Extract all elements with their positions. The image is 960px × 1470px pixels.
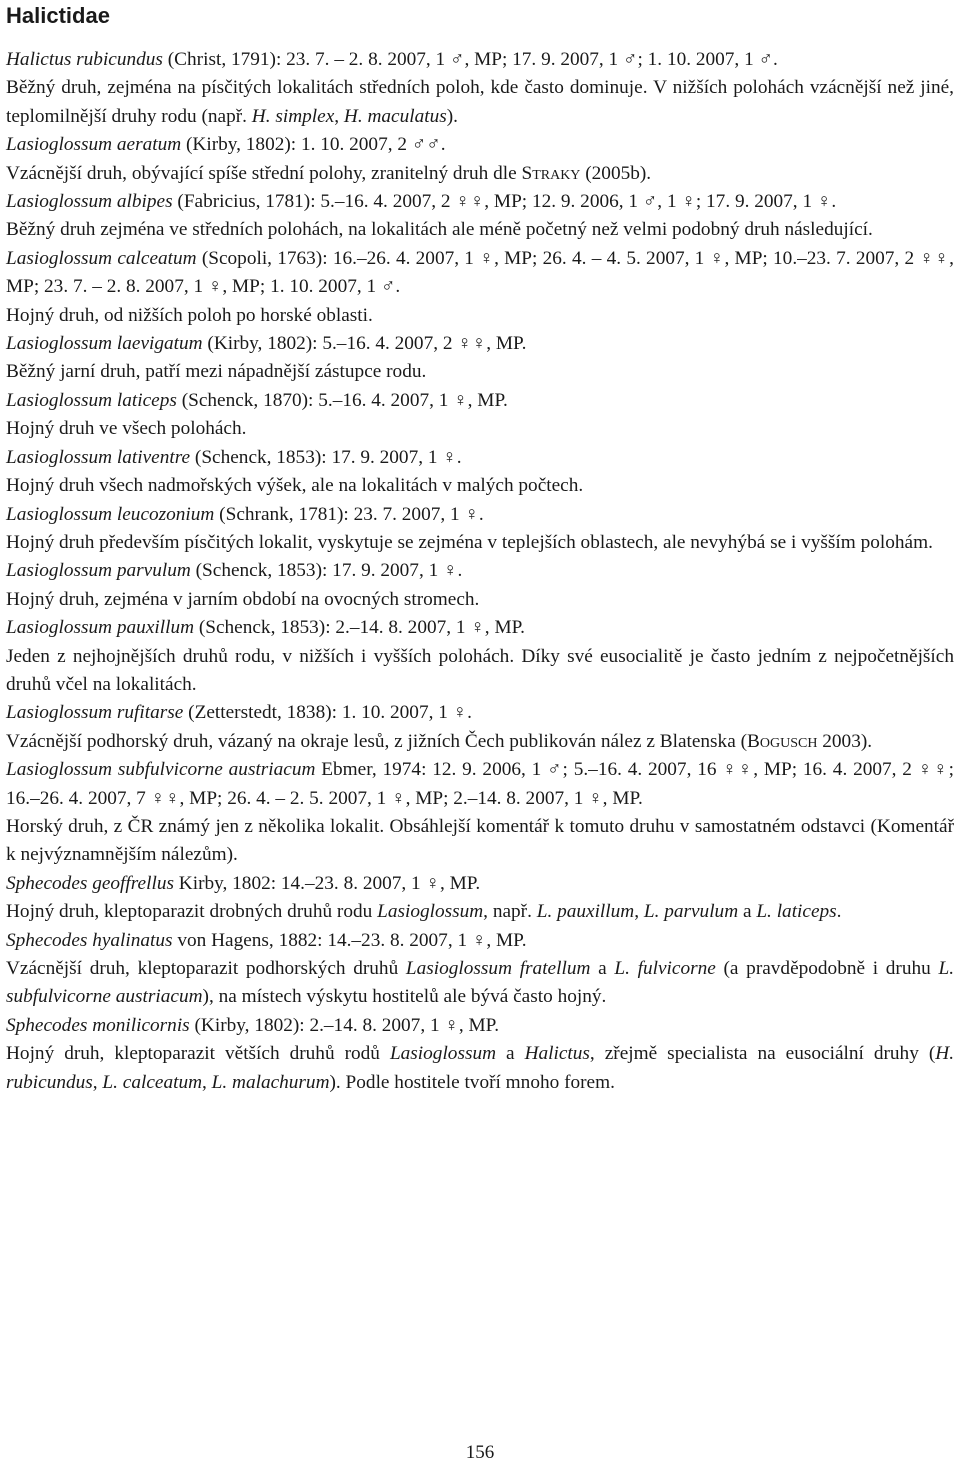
species-name: Lasioglossum aeratum [6, 134, 182, 156]
species-name: Lasioglossum rufitarse [6, 702, 184, 724]
species-entry [6, 387, 954, 444]
species-entry [6, 614, 954, 699]
collection-record [6, 46, 954, 74]
author-citation: Straky [521, 162, 581, 184]
taxon-name: H. rubicundus [6, 1043, 955, 1093]
comment-text: Hojný druh především písčitých lokalit, vyskytuje se zejména v teplejších oblastech, ale nevyhýbá se i vyšším polohám. [6, 531, 933, 553]
species-entry [6, 557, 954, 614]
comment-text: Běžný jarní druh, patří mezi nápadnější zástupce rodu. [6, 361, 427, 383]
collection-record [6, 927, 954, 955]
record-details: Ebmer, 1974: 12. 9. 2006, 1 ♂; 5.–16. 4. 2007, 16 ♀♀, MP; 16. 4. 2007, 2 ♀♀; 16.–26. 4. 2007, 7 ♀♀, MP; 26. 4. – 2. 5. 2007, 1 ♀, MP; 2.–14. 8. 2007, 1 ♀, MP. [6, 759, 954, 809]
species-entry [6, 699, 954, 756]
record-details: (Schenck, 1853): 17. 9. 2007, 1 ♀. [190, 560, 463, 582]
species-entry [6, 927, 954, 1012]
species-name: Sphecodes geoffrellus [6, 872, 174, 894]
species-entry [6, 330, 954, 387]
taxon-name: H. simplex [251, 105, 335, 127]
taxon-name: L. pauxillum [536, 901, 635, 923]
species-comment [6, 302, 954, 330]
document-page [6, 0, 954, 1097]
record-details: (Schrank, 1781): 23. 7. 2007, 1 ♀. [214, 503, 484, 525]
record-details: (Schenck, 1870): 5.–16. 4. 2007, 1 ♀, MP. [176, 389, 508, 411]
comment-text: , [334, 105, 344, 127]
taxon-name: L. malachurum [211, 1071, 330, 1093]
collection-record [6, 501, 954, 529]
comment-text: ), na místech výskytu hostitelů ale bývá často hojný. [202, 986, 607, 1008]
species-name: Halictus rubicundus [6, 49, 163, 70]
species-comment [6, 160, 954, 188]
taxon-name: Halictus [524, 1043, 590, 1065]
record-details: (Kirby, 1802): 5.–16. 4. 2007, 2 ♀♀, MP. [202, 333, 527, 355]
taxon-name: Lasioglossum [389, 1043, 497, 1065]
record-details: (Schenck, 1853): 2.–14. 8. 2007, 1 ♀, MP. [194, 617, 525, 639]
species-entry [6, 46, 954, 131]
species-name: Lasioglossum leucozonium [6, 503, 215, 525]
record-details: Kirby, 1802: 14.–23. 8. 2007, 1 ♀, MP. [173, 872, 481, 894]
record-details: (Kirby, 1802): 1. 10. 2007, 2 ♂♂. [181, 134, 446, 156]
collection-record [6, 557, 954, 585]
record-details: von Hagens, 1882: 14.–23. 8. 2007, 1 ♀, MP. [172, 929, 527, 951]
comment-text: Vzácnější podhorský druh, vázaný na okraje lesů, z jižních Čech publikován nález z Blatenska ( [6, 730, 748, 752]
record-details: (Scopoli, 1763): 16.–26. 4. 2007, 1 ♀, MP; 26. 4. – 4. 5. 2007, 1 ♀, MP; 10.–23. 7. 2007, 2 ♀♀, MP; 23. 7. – 2. 8. 2007, 1 ♀, MP; 1. 10. 2007, 1 ♂. [6, 247, 954, 298]
record-details: (Fabricius, 1781): 5.–16. 4. 2007, 2 ♀♀, MP; 12. 9. 2006, 1 ♂, 1 ♀; 17. 9. 2007, 1 ♀. [172, 191, 837, 213]
species-name: Lasioglossum albipes [6, 191, 173, 213]
species-entry [6, 870, 954, 927]
taxon-name: L. subfulvicorne austriacum [6, 958, 955, 1008]
species-entry [6, 501, 954, 558]
taxon-name: L. parvulum [643, 901, 739, 923]
species-comment [6, 955, 954, 1012]
species-entry [6, 245, 954, 330]
comment-text: , [202, 1071, 212, 1093]
species-comment [6, 358, 954, 386]
section-heading: Halictidae [6, 3, 110, 28]
species-name: Lasioglossum laevigatum [6, 333, 203, 355]
comment-text: (2005b). [580, 162, 652, 184]
collection-record [6, 870, 954, 898]
comment-text: Horský druh, z ČR známý jen z několika lokalit. Obsáhlejší komentář k tomuto druhu v samostatném odstavci (Komentář k nejvýznamnějším nálezům). [6, 815, 954, 866]
species-name: Lasioglossum parvulum [6, 560, 191, 582]
species-comment [6, 415, 954, 443]
comment-text: Hojný druh ve všech polohách. [6, 418, 247, 440]
species-name: Sphecodes monilicornis [6, 1014, 190, 1036]
species-comment [6, 529, 954, 557]
species-name: Lasioglossum calceatum [6, 247, 197, 269]
comment-text: ). Podle hostitele tvoří mnoho forem. [329, 1071, 615, 1093]
species-comment [6, 74, 954, 131]
collection-record [6, 131, 954, 159]
species-comment [6, 728, 954, 756]
species-name: Lasioglossum pauxillum [6, 617, 195, 639]
species-comment [6, 586, 954, 614]
comment-text: Hojný druh všech nadmořských výšek, ale na lokalitách v malých počtech. [6, 475, 584, 497]
species-entry [6, 444, 954, 501]
comment-text: , [92, 1071, 103, 1093]
comment-text: 2003). [817, 730, 873, 752]
collection-record [6, 188, 954, 216]
collection-record [6, 614, 954, 642]
comment-text: ). [446, 105, 458, 127]
collection-record [6, 756, 954, 813]
collection-record [6, 699, 954, 727]
comment-text: a [496, 1043, 525, 1065]
comment-text: (a pravděpodobně i druhu [715, 958, 939, 979]
comment-text: Hojný druh, kleptoparazit drobných druhů rodu [6, 901, 378, 923]
species-comment [6, 216, 954, 244]
collection-record [6, 330, 954, 358]
collection-record [6, 444, 954, 472]
author-citation: Bogusch [747, 730, 818, 752]
species-comment [6, 1040, 954, 1097]
collection-record [6, 245, 954, 302]
species-comment [6, 643, 954, 700]
comment-text: Vzácnější druh, kleptoparazit podhorských druhů [6, 958, 406, 979]
taxon-name: Lasioglossum [377, 901, 484, 923]
taxon-name: H. maculatus [343, 105, 447, 127]
comment-text: Jeden z nejhojnějších druhů rodu, v nižších i vyšších polohách. Díky své eusocialitě je často jedním z nejpočetnějších druhů včel na lokalitách. [6, 645, 954, 695]
species-name: Lasioglossum subfulvicorne austriacum [6, 759, 316, 781]
species-entry [6, 756, 954, 870]
comment-text: Hojný druh, kleptoparazit větších druhů rodů [6, 1043, 390, 1065]
species-entry [6, 188, 954, 245]
record-details: (Schenck, 1853): 17. 9. 2007, 1 ♀. [190, 446, 462, 468]
collection-record [6, 387, 954, 415]
page-number: 156 [465, 1442, 495, 1463]
comment-text: , např. [483, 901, 537, 923]
comment-text: a [590, 958, 615, 979]
species-list [6, 46, 954, 1097]
record-details: (Kirby, 1802): 2.–14. 8. 2007, 1 ♀, MP. [189, 1014, 500, 1036]
comment-text: . [836, 901, 842, 923]
comment-text: Běžný druh, zejména na písčitých lokalitách středních poloh, kde často dominuje. V nižších polohách vzácnější než jiné, teplomilnější druhy rodu (např. [6, 77, 954, 127]
species-comment [6, 472, 954, 500]
taxon-name: L. fulvicorne [614, 958, 716, 979]
taxon-name: L. calceatum [102, 1071, 203, 1093]
comment-text: Běžný druh zejména ve středních polohách, na lokalitách ale méně početný než velmi podobný druh následující. [6, 219, 873, 241]
species-comment [6, 813, 954, 870]
species-name: Lasioglossum laticeps [6, 389, 177, 411]
comment-text: Hojný druh, zejména v jarním období na ovocných stromech. [6, 588, 480, 610]
comment-text: , zřejmě specialista na eusociální druhy ( [589, 1043, 936, 1065]
species-entry [6, 1012, 954, 1097]
comment-text: Hojný druh, od nižších poloh po horské oblasti. [6, 304, 373, 326]
record-details: (Zetterstedt, 1838): 1. 10. 2007, 1 ♀. [183, 702, 472, 724]
taxon-name: Lasioglossum fratellum [405, 958, 591, 979]
comment-text: , [634, 901, 644, 923]
record-details: (Christ, 1791): 23. 7. – 2. 8. 2007, 1 ♂, MP; 17. 9. 2007, 1 ♂; 1. 10. 2007, 1 ♂. [162, 49, 778, 70]
species-comment [6, 898, 954, 926]
species-entry [6, 131, 954, 188]
comment-text: Vzácnější druh, obývající spíše střední polohy, zranitelný druh dle [6, 162, 522, 184]
collection-record [6, 1012, 954, 1040]
taxon-name: L. laticeps [756, 901, 837, 923]
species-name: Lasioglossum lativentre [6, 446, 191, 468]
comment-text: a [738, 901, 757, 923]
species-name: Sphecodes hyalinatus [6, 929, 173, 951]
